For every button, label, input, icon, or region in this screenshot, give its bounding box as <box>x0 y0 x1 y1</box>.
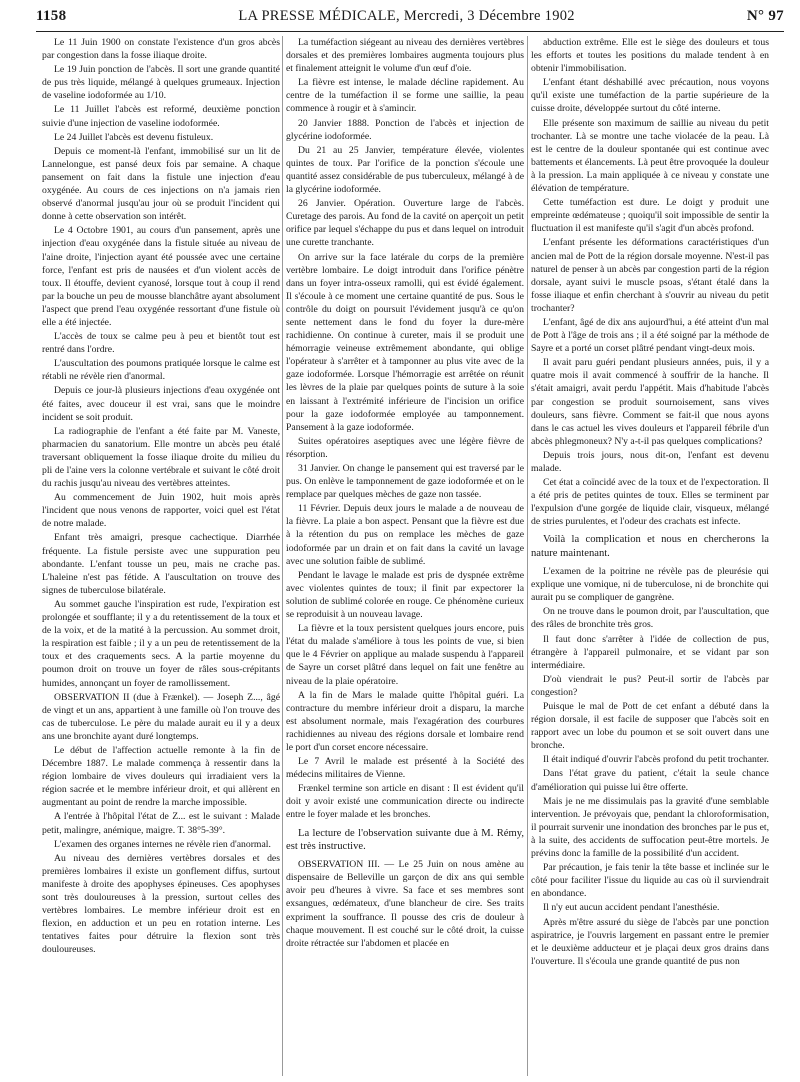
paragraph: Le début de l'affection actuelle remonte à la fin de Décembre 1887. Le malade commença à ressentir dans la région lombaire de vives douleurs qui irradiaient vers la région sacrée et le membre inférieur droit, et qui allèrent en augmentant au point de rendre la marche impossible. <box>42 744 280 809</box>
paragraph: Il n'y eut aucun accident pendant l'anesthésie. <box>543 902 720 914</box>
paragraph: Le 4 Octobre 1901, au cours d'un pansement, après une injection d'eau oxygénée dans la fistule située au niveau de l'aine droite, l'injection ayant été poussée avec une certaine force, l'enfant est pris de nausées et d'un violent accès de toux. Il étouffe, devient cyanosé, lorsque tout à coup il rend par la bouche un peu de mousse blanchâtre ayant absolument l'aspect que prend l'eau oxygénée ressortant d'une fistule où elle a été injectée. <box>42 225 280 328</box>
paragraph: La fièvre et la toux persistent quelques jours encore, puis l'état du malade s'améliore à tous les points de vue, si bien que le 4 Février on applique au malade suspendu à l'appareil de Sayre un corset plâtré dans lequel on fait une fenêtre au niveau de la plaie opératoire. <box>286 623 524 687</box>
paragraph: Par précaution, je fais tenir la tête basse et inclinée sur le côté pour faciliter l'issue du liquide au cas où il surviendrait en abondance. <box>531 862 769 900</box>
paragraph: Mais je ne me dissimulais pas la gravité d'une semblable intervention. Je prévoyais que, pendant la chloroformisation, il pourrait survenir une inondation des bronches par le pus et, à la suite, des accidents de suffocation peut-être mortels. Je prévins donc la famille de la possibilité d'un accident. <box>531 795 769 860</box>
paragraph: La fièvre est intense, le malade décline rapidement. Au centre de la tuméfaction il se forme une saillie, la peau commence à rougir et à s'amincir. <box>286 77 524 115</box>
paragraph: Le 7 Avril le malade est présenté à la Société des médecins militaires de Vienne. <box>286 756 524 781</box>
column-divider <box>282 36 283 1076</box>
paragraph: La tuméfaction siégeant au niveau des dernières vertèbres dorsales et des premières lombaires augmenta toujours plus et finalement atteignit le volume d'un œuf d'oie. <box>286 37 524 75</box>
paragraph: Le 11 Juin 1900 on constate l'existence d'un gros abcès par congestion dans la fosse iliaque droite. <box>42 37 280 62</box>
lead-in-paragraph: Voilà la complication et nous en chercherons la nature maintenant. <box>531 534 769 560</box>
issue-number: N° 97 <box>746 8 784 24</box>
running-header <box>36 8 784 30</box>
paragraph: Au commencement de Juin 1902, huit mois après l'incident que nous venons de rapporter, voici quel est l'état de notre malade. <box>42 492 280 530</box>
paragraph: L'auscultation des poumons pratiquée lorsque le calme est rétabli ne révèle rien d'anormal. <box>42 358 280 383</box>
column-divider <box>527 36 528 1076</box>
paragraph: Pendant le lavage le malade est pris de dyspnée extrême avec violentes quintes de toux; il finit par expectorer la solution de sublimé colorée en rouge. Ce phénomène curieux se reproduisit à un nouveau lavage. <box>286 569 524 621</box>
paragraph: Puisque le mal de Pott de cet enfant a débuté dans la région dorsale, il est facile de supposer que l'abcès soit en rapport avec un lobe du poumon et se soit ouvert dans une bronche. <box>531 701 769 752</box>
column-3 <box>531 36 769 1076</box>
paragraph: Enfant très amaigri, presque cachectique. Diarrhée fréquente. La fistule persiste avec une suppuration peu abondante. L'enfant tousse un peu, mais ne crache pas. L'haleine n'est pas fétide. A l'auscultation on trouve des signes de tuberculose bilatérale. <box>42 532 280 596</box>
paragraph: Le 11 Juillet l'abcès est reformé, deuxième ponction suivie d'une injection de vaseline iodoformée. <box>42 104 280 129</box>
paragraph: Il était indiqué d'ouvrir l'abcès profond du petit trochanter. <box>543 754 769 766</box>
lead-in-paragraph: La lecture de l'observation suivante due à M. Rémy, est très instructive. <box>286 827 524 853</box>
paragraph: Cet état a coïncidé avec de la toux et de l'expectoration. Il a été pris de petites quintes de toux. Elles se terminent par l'expulsion d'une gorgée de liquide clair, visqueux, mélangé de stries purulentes, et l'odeur des crachats est infecte. <box>531 477 769 528</box>
paragraph: 26 Janvier. Opération. Ouverture large de l'abcès. Curetage des parois. Au fond de la cavité on aperçoit un petit orifice par lequel s'échappe du pus et dans lequel on introduit une curette tranchante. <box>286 198 524 249</box>
paragraph: Depuis trois jours, nous dit-on, l'enfant est devenu malade. <box>531 449 769 474</box>
paragraph: Cette tuméfaction est dure. Le doigt y produit une empreinte œdémateuse ; quoiqu'il soit impossible de sentir la fluctuation il est manifeste qu'il s'agit d'un abcès profond. <box>531 197 769 235</box>
paragraph: Suites opératoires aseptiques avec une légère fièvre de résorption. <box>286 435 524 460</box>
paragraph: 11 Février. Depuis deux jours le malade a de nouveau de la fièvre. La plaie a bon aspect. Pensant que la fièvre est due à la rétention du pus on remplace les mèches de gaze iodoformée par un drain et on fait dans la cavité un lavage avec une solution faible de sublimé. <box>286 503 524 567</box>
column-2 <box>286 36 524 1076</box>
paragraph: D'où viendrait le pus? Peut-il sortir de l'abcès par congestion? <box>531 673 769 698</box>
paragraph: A l'entrée à l'hôpital l'état de Z... est le suivant : Malade petit, malingre, anémique, maigre. T. 38°5-39°. <box>42 811 280 836</box>
paragraph: Le 19 Juin ponction de l'abcès. Il sort une grande quantité de pus très liquide, mélangé à quelques grumeaux. Injection de vaseline iodoformée au 1/10. <box>42 64 280 102</box>
paragraph: L'examen de la poitrine ne révèle pas de pleurésie qui explique une vomique, ni de tuberculose, ni de bronchite qui aurait pu se compliquer de gangrène. <box>531 566 769 604</box>
paragraph: Depuis ce jour-là plusieurs injections d'eau oxygénée ont été faites, avec douceur il est vrai, sans que le moindre incident se soit produit. <box>42 385 280 423</box>
observation-heading-paragraph: OBSERVATION III. — Le 25 Juin on nous amène au dispensaire de Belleville un garçon de dix ans qui semble avoir peu d'heures à vivre. Sa face et ses membres sont exsangues, œdémateux, d'une blancheur de cire. Ses traits expriment la souffrance. Il pousse des cris de douleur à chaque mouvement. Il est couché sur le côté droit, la cuisse droite rétractée sur l'abdomen et placée en <box>286 859 524 949</box>
paragraph: Il avait paru guéri pendant plusieurs années, puis, il y a quatre mois il avait commencé à souffrir de la hanche. Il s'était amaigri, avait perdu l'appétit. Mais d'habitude l'abcès par congestion se produit sournoisement, sans vives douleurs, sans fièvre. Comment se fait-il que nous ayons dans le cas actuel les vives douleurs et l'appareil fébrile d'un abcès phlegmoneux? N'y a-t-il pas quelques complications? <box>531 357 769 447</box>
paragraph: L'examen des organes internes ne révèle rien d'anormal. <box>54 838 271 850</box>
paragraph: Il faut donc s'arrêter à l'idée de collection de pus, étrangère à l'appareil pulmonaire, et se vidant par son intermédiaire. <box>531 633 769 671</box>
paragraph: 31 Janvier. On change le pansement qui est traversé par le pus. On enlève le tamponnement de gaze iodoformée et on le remplace par quelques mèches de gaze non tassée. <box>286 463 524 501</box>
paragraph: On arrive sur la face latérale du corps de la première vertèbre lombaire. Le doigt introduit dans l'orifice pénètre dans un foyer intra-osseux ramolli, qui est évidé également. Il s'écoule à ce moment une certaine quantité de pus. Sous le contrôle du doigt on poursuit l'évidement jusqu'à ce qu'on sente nettement dans le fond du foyer la dure-mère rachidienne. On continue à cureter, mais il se produit une hémorragie veineuse extrêmement abondante, qui oblige l'opérateur à s'arrêter et à tamponner au plus vite avec de la gaze iodoformée. Lorsque l'hémorragie est arrêtée on réunit les lèvres de la plaie par quelques points de suture à la soie en laissant à l'extrémité inférieure de l'incision un orifice pour la gaze iodoformée employée au tamponnement. Pansement à la gaze iodoformée. <box>286 251 524 433</box>
paragraph: On ne trouve dans le poumon droit, par l'auscultation, que des râles de bronchite très gros. <box>531 606 769 631</box>
page-number: 1158 <box>36 8 67 24</box>
paragraph: Dans l'état grave du patient, c'était la seule chance d'amélioration qui puisse lui être offerte. <box>531 768 769 793</box>
journal-title: LA PRESSE MÉDICALE, Mercredi, 3 Décembre 1902 <box>238 8 575 24</box>
paragraph: A la fin de Mars le malade quitte l'hôpital guéri. La contracture du membre inférieur droit a disparu, la marche est absolument normale, mais l'exagération des courbures rachidiennes au niveau des régions dorsale et lombaire rend le port d'un corset encore nécessaire. <box>286 689 524 753</box>
observation-heading-paragraph: OBSERVATION II (due à Frænkel). — Joseph Z..., âgé de vingt et un ans, appartient à une famille où l'on trouve des cas de tuberculose. Le père du malade aurait eu il y a deux ans une bronchite ayant duré longtemps. <box>42 691 280 742</box>
paragraph: L'accès de toux se calme peu à peu et bientôt tout est rentré dans l'ordre. <box>42 331 280 356</box>
paragraph: La radiographie de l'enfant a été faite par M. Vaneste, pharmacien du sanatorium. Elle montre un abcès peu étalé traversant obliquement la fosse iliaque droite du milieu du pli de l'aine vers la colonne vertébrale et suivant le côté droit du rachis jusqu'au niveau des vertèbres atteintes. <box>42 425 280 490</box>
paragraph: Elle présente son maximum de saillie au niveau du petit trochanter. Là se montre une tache violacée de la peau. Là est le centre de la douleur spontanée qui est continue avec battements et élancements. Là peut être provoquée la douleur à la pression. La main appliquée à ce niveau y constate une élévation de température. <box>531 117 769 195</box>
paragraph: 20 Janvier 1888. Ponction de l'abcès et injection de glycérine iodoformée. <box>286 117 524 142</box>
header-rule <box>36 31 784 32</box>
paragraph: Du 21 au 25 Janvier, température élevée, violentes quintes de toux. Par l'orifice de la ponction s'écoule une quantité assez considérable de pus tuberculeux, mélangé à de la glycérine iodoformée. <box>286 144 524 196</box>
paragraph: abduction extrême. Elle est le siège des douleurs et tous les efforts et toutes les positions du malade tendent à en obtenir l'immobilisation. <box>531 37 769 75</box>
paragraph: Après m'être assuré du siège de l'abcès par une ponction aspiratrice, je l'ouvris largement en passant entre le premier et le deuxième adducteur et je plaçai deux gros drains dans l'ouverture. Il s'écoula une grande quantité de pus non <box>531 916 769 967</box>
paragraph: Depuis ce moment-là l'enfant, immobilisé sur un lit de Lannelongue, est pansé deux fois par semaine. A chaque pansement on fait dans la fistule une injection d'eau oxygénée. Au cours de ces injections on n'a jamais rien observé d'anormal jusqu'au jour où se produit l'incident qui donne à cette observation son intérêt. <box>42 145 280 223</box>
paragraph: L'enfant, âgé de dix ans aujourd'hui, a été atteint d'un mal de Pott à l'âge de trois ans ; il a été soigné par la méthode de Sayre et a porté un corset plâtré pendant vingt-deux mois. <box>531 316 769 355</box>
paragraph: Au niveau des dernières vertèbres dorsales et des premières lombaires il existe un gonflement diffus, surtout manifeste à droite des apophyses épineuses. Ces apophyses sont très douloureuses à la pression, surtout celles des vertèbres lombaires. Le membre inférieur droit est en flexion, en adduction et un peu en rotation interne. Les tentatives faites pour détruire la flexion sont très douloureuses. <box>42 852 280 956</box>
paragraph: L'enfant étant déshabillé avec précaution, nous voyons qu'il existe une tuméfaction de la partie supérieure de la cuisse droite, développée surtout du côté interne. <box>531 77 769 115</box>
paragraph: Le 24 Juillet l'abcès est devenu fistuleux. <box>54 131 214 143</box>
paragraph: L'enfant présente les déformations caractéristiques d'un ancien mal de Pott de la région dorsale moyenne. N'est-il pas naturel de penser à un abcès par congestion parti de la région dorsale, ayant suivi le muscle psoas, s'étant étalé dans la fosse iliaque et enfin cherchant à s'ouvrir au niveau du petit trochanter? <box>531 237 769 314</box>
column-1 <box>42 36 280 1076</box>
paragraph: Au sommet gauche l'inspiration est rude, l'expiration est prolongée et soufflante; il y a du retentissement de la toux et de la voix, et de la matité à la percussion. Au sommet droit, la respiration est faible ; il y a un peu de retentissement de la toux et des craquements secs. A la partie moyenne du poumon droit on trouve un foyer de râles sous-crépitants humides, annonçant un foyer de ramollissement. <box>42 598 280 689</box>
paragraph: Frænkel termine son article en disant : Il est évident qu'il doit y avoir existé une communication directe ou indirecte entre le foyer malade et les bronches. <box>286 783 524 821</box>
